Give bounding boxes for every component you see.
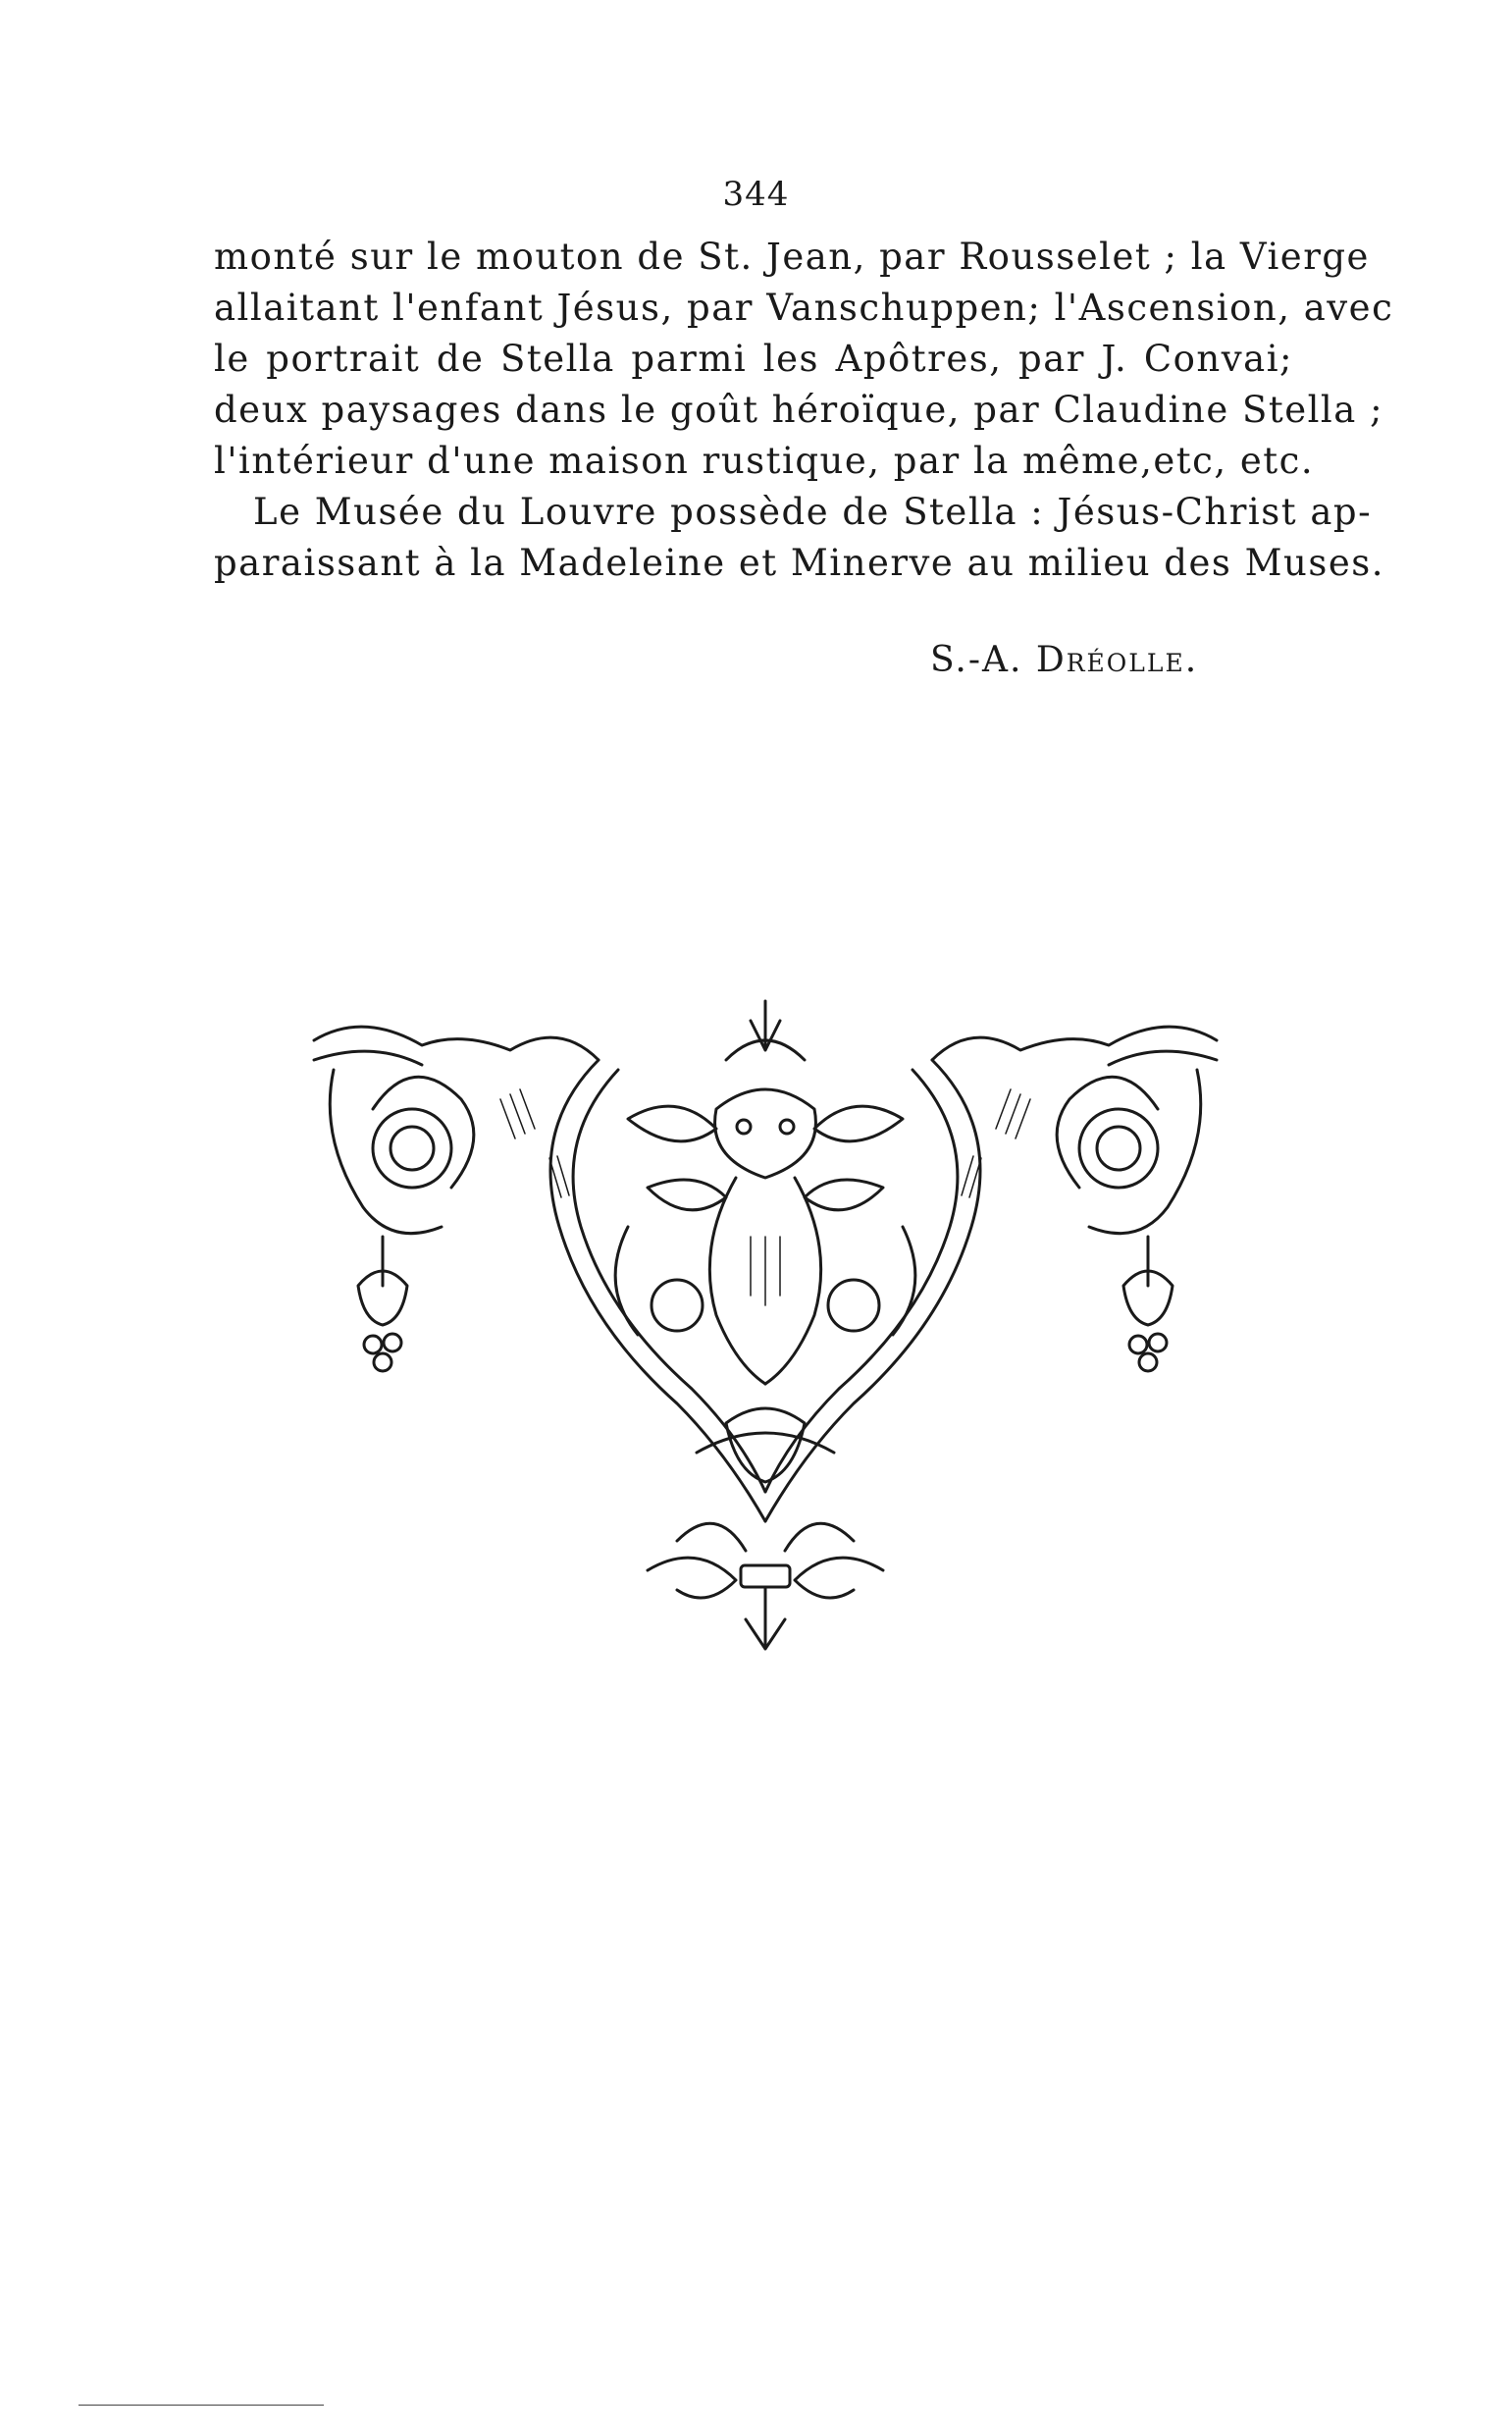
- body-text: [214, 232, 1394, 589]
- author-signature: [930, 640, 1198, 680]
- signature-surname: Dréolle.: [1035, 640, 1199, 680]
- decorative-fleuron-icon: [304, 991, 1226, 1659]
- text-line-2: allaitant l'enfant Jésus, par Vanschuppen; l'Ascension, avec: [214, 287, 1394, 329]
- text-line-4: deux paysages dans le goût héroïque, par Claudine Stella ;: [214, 389, 1384, 431]
- text-line-6: Le Musée du Louvre possède de Stella : Jésus-Christ ap-: [253, 491, 1373, 533]
- text-line-7: paraissant à la Madeleine et Minerve au milieu des Muses.: [214, 542, 1384, 584]
- footer-rule: [78, 2405, 324, 2406]
- text-line-5: l'intérieur d'une maison rustique, par la même,etc, etc.: [214, 440, 1315, 482]
- text-line-3: le portrait de Stella parmi les Apôtres, par J. Convai;: [214, 338, 1293, 380]
- text-line-1: monté sur le mouton de St. Jean, par Rousselet ; la Vierge: [214, 236, 1370, 278]
- page-number: 344: [722, 175, 790, 214]
- signature-initials: S.-A.: [930, 640, 1036, 680]
